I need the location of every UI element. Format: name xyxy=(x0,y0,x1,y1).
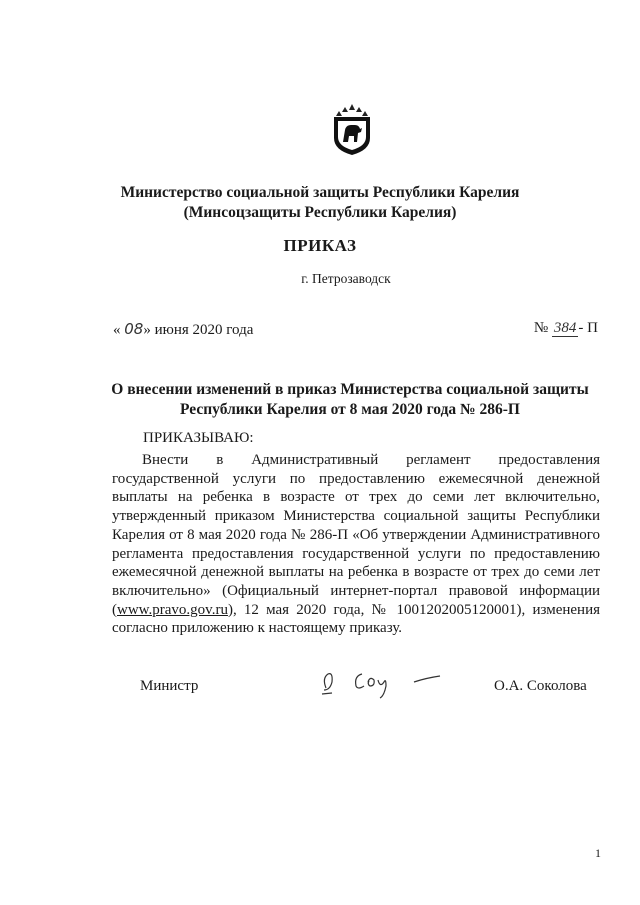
body-text-before-link: Внести в Административный регламент предоставления государственной услуги по предоставлению ежемесячной денежной выплаты на ребенка в возрасте от трех до семи лет включительно, утвержденный приказом Министерства социальной защиты Республики Карелия от 8 мая 2020 года № 286-П «Об утверждении Административного регламента предоставления государственной услуги по предоставлению ежемесячной денежной выплаты на ребенка в возрасте от трех до семи лет включительно» (Официальный интернет-портал правовой информации ( xyxy=(112,452,600,618)
number-value: 384 xyxy=(553,320,577,336)
ministry-name xyxy=(0,183,640,223)
order-word: ПРИКАЗЫВАЮ: xyxy=(143,430,254,446)
body-text-after-link: ), 12 мая 2020 года, № 1001202005120001), изменения согласно приложению к настоящему приказу. xyxy=(112,601,600,637)
coat-of-arms-icon xyxy=(331,104,373,156)
date-open-quote: « xyxy=(113,322,121,338)
order-date xyxy=(113,320,253,339)
ministry-name-line2: (Минсоцзащиты Республики Карелия) xyxy=(183,204,457,221)
number-prefix: № xyxy=(533,320,549,336)
ministry-name-line1: Министерство социальной защиты Республики Карелия xyxy=(120,184,520,201)
pravo-link[interactable]: www.pravo.gov.ru xyxy=(117,601,228,618)
order-title: ПРИКАЗ xyxy=(283,236,357,255)
subject-line2: Республики Карелия от 8 мая 2020 года № 286-П xyxy=(180,401,520,418)
order-number xyxy=(534,320,598,337)
handwritten-signature-icon xyxy=(318,660,448,700)
number-suffix: - П xyxy=(578,320,598,336)
page-number: 1 xyxy=(595,846,601,860)
order-subject xyxy=(100,380,600,420)
subject-line1: О внесении изменений в приказ Министерства социальной защиты xyxy=(111,381,589,398)
order-body xyxy=(112,451,600,638)
date-day: 08 xyxy=(124,320,144,338)
signer-name: О.А. Соколова xyxy=(494,678,587,694)
city: г. Петрозаводск xyxy=(301,271,391,286)
date-rest: » июня 2020 года xyxy=(143,322,254,338)
signer-title: Министр xyxy=(140,678,199,694)
